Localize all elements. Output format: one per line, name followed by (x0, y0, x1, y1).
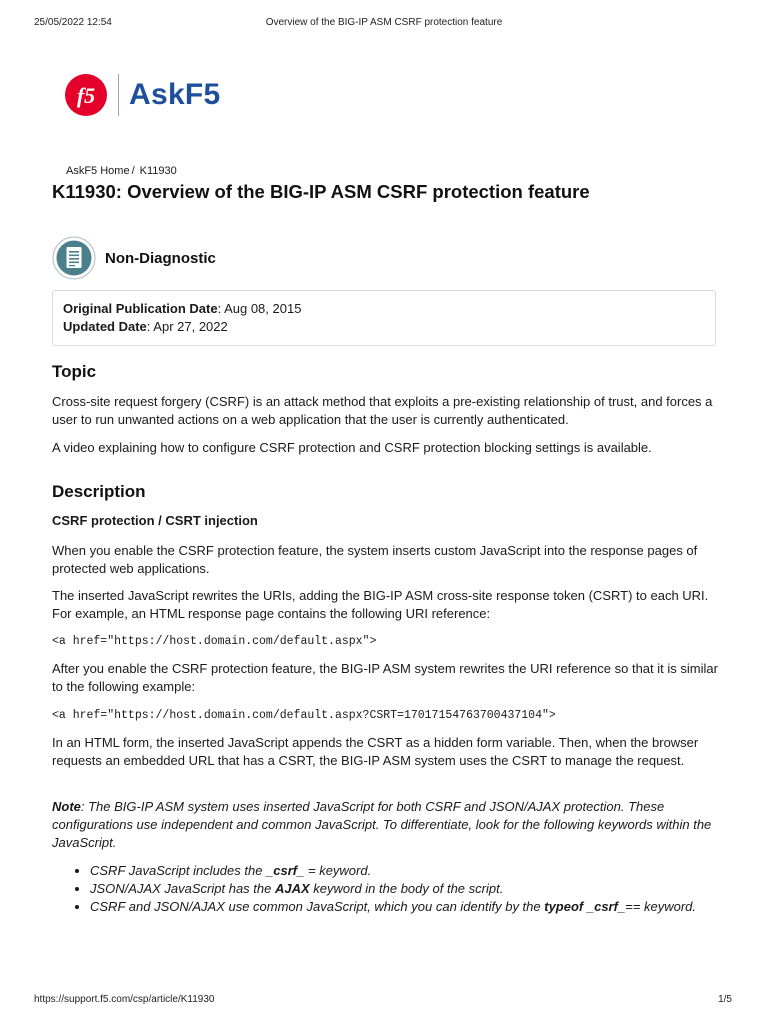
breadcrumb (66, 165, 177, 177)
code-example-2: <a href="https://host.domain.com/default.aspx?CSRT=17017154763700437104"> (52, 709, 556, 722)
article-type (52, 236, 216, 280)
description-paragraph-3: After you enable the CSRF protection feature, the BIG-IP ASM system rewrites the URI reference so that it is similar to the following example: (52, 661, 718, 694)
topic-paragraph-1: Cross-site request forgery (CSRF) is an attack method that exploits a pre-existing relationship of trust, and forces a user to run unwanted actions on a web application that the user is currently authenticated. (52, 394, 713, 427)
keyword-list (52, 862, 760, 916)
topic-paragraph-2: A video explaining how to configure CSRF protection and CSRF protection blocking settings is available. (52, 440, 652, 455)
description-paragraph-4: In an HTML form, the inserted JavaScript appends the CSRT as a hidden form variable. Then, when the browser requests an embedded URL that has a CSRT, the BIG-IP ASM system uses the CSRT to manage the request. (52, 735, 699, 768)
logo-text: AskF5 (129, 78, 221, 111)
updated-date: Updated Date: Apr 27, 2022 (63, 319, 228, 334)
description-paragraph-2: The inserted JavaScript rewrites the URIs, adding the BIG-IP ASM cross-site response token (CSRT) to each URI. For example, an HTML response page contains the following URI reference: (52, 588, 709, 621)
breadcrumb-current: K11930 (139, 165, 177, 177)
print-datetime: 25/05/2022 12:54 (34, 17, 112, 28)
description-paragraph-1: When you enable the CSRF protection feature, the system inserts custom JavaScript into the response pages of protected web applications. (52, 543, 698, 576)
list-item: • JSON/AJAX JavaScript has the AJAX keyword in the body of the script. (90, 880, 760, 898)
description-heading: Description (52, 482, 146, 501)
description-subheading: CSRF protection / CSRT injection (52, 513, 258, 528)
breadcrumb-home-link[interactable]: AskF5 Home (66, 165, 130, 177)
note-paragraph: Note: The BIG-IP ASM system uses inserted JavaScript for both CSRF and JSON/AJAX protection. These configurations use independent and common JavaScript. To differentiate, look for the following keywords within the JavaScript. (52, 799, 712, 850)
page-title: K11930: Overview of the BIG-IP ASM CSRF protection feature (52, 181, 590, 202)
original-publication-date: Original Publication Date: Aug 08, 2015 (63, 301, 302, 316)
list-item: • CSRF JavaScript includes the _csrf_ = keyword. (90, 862, 760, 880)
topic-heading: Topic (52, 362, 97, 381)
list-item: • CSRF and JSON/AJAX use common JavaScript, which you can identify by the typeof _csrf_== keyword. (90, 898, 760, 916)
article-type-label: Non-Diagnostic (105, 249, 216, 267)
note-label: Note (52, 799, 81, 814)
print-page-title: Overview of the BIG-IP ASM CSRF protection feature (265, 17, 503, 28)
svg-text:f5: f5 (76, 83, 96, 108)
logo-divider (118, 74, 119, 116)
publication-info-box (52, 290, 716, 346)
breadcrumb-separator: / (131, 165, 135, 177)
f5-logo-icon (64, 73, 108, 117)
document-icon (52, 236, 96, 280)
code-example-1: <a href="https://host.domain.com/default.aspx"> (52, 635, 377, 648)
print-url[interactable]: https://support.f5.com/csp/article/K11930 (34, 994, 215, 1005)
page-number: 1/5 (718, 994, 732, 1005)
askf5-logo[interactable] (64, 72, 221, 118)
